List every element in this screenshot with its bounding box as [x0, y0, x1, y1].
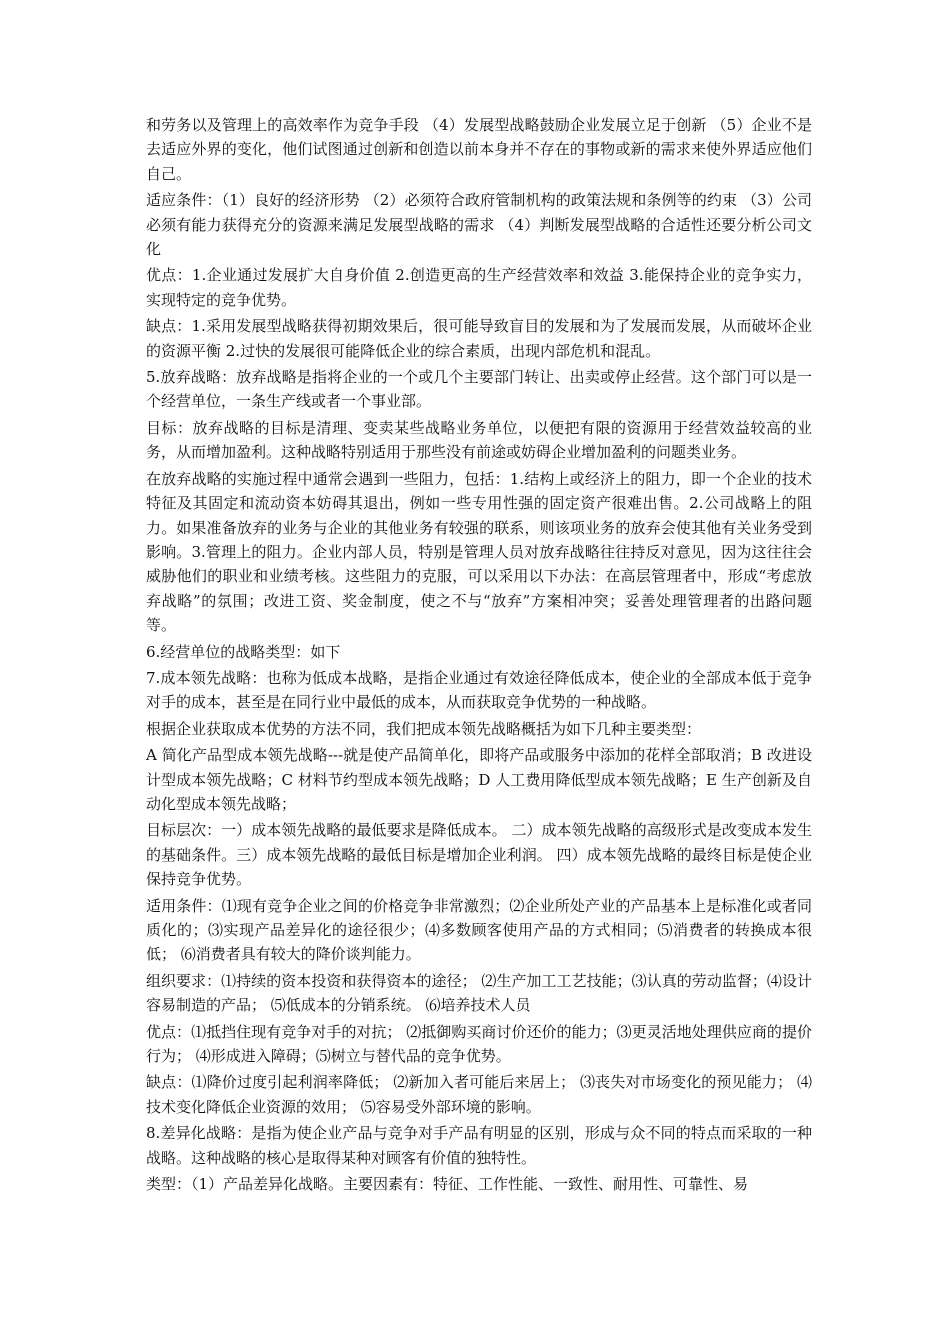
- paragraph-cost-leadership-advantages: 优点：⑴抵挡住现有竞争对手的对抗； ⑵抵御购买商讨价还价的能力；⑶更灵活地处理供应商的提价行为； ⑷形成进入障碍；⑸树立与替代品的竞争优势。: [146, 1022, 812, 1066]
- paragraph-divestment-strategy: 5.放弃战略：放弃战略是指将企业的一个或几个主要部门转让、出卖或停止经营。这个部门可以是一个经营单位，一条生产线或者一个事业部。: [146, 368, 812, 411]
- paragraph-cost-leadership-conditions: 适用条件：⑴现有竞争企业之间的价格竞争非常激烈；⑵企业所处产业的产品基本上是标准化或者同质化的；⑶实现产品差异化的途径很少；⑷多数顾客使用产品的方式相同；⑸消费者的转换成本很低； ⑹消费者具有较大的降价谈判能力。: [146, 896, 812, 964]
- paragraph-business-unit-strategy: 6.经营单位的战略类型：如下: [146, 642, 341, 661]
- paragraph-cost-leadership-requirements: 组织要求：⑴持续的资本投资和获得资本的途径； ⑵生产加工工艺技能；⑶认真的劳动监督；⑷设计容易制造的产品； ⑸低成本的分销系统。 ⑹培养技术人员: [146, 971, 812, 1015]
- paragraph-growth-disadvantages: 缺点：1.采用发展型战略获得初期效果后，很可能导致盲目的发展和为了发展而发展，从而破坏企业的资源平衡 2.过快的发展很可能降低企业的综合素质，出现内部危机和混乱。: [146, 317, 812, 360]
- paragraph-growth-advantages: 优点：1.企业通过发展扩大自身价值 2.创造更高的生产经营效率和效益 3.能保持企业的竞争实力，实现特定的竞争优势。: [146, 266, 812, 309]
- paragraph-differentiation-strategy: 8.差异化战略：是指为使企业产品与竞争对手产品有明显的区别，形成与众不同的特点而采取的一种战略。这种战略的核心是取得某种对顾客有价值的独特性。: [146, 1124, 812, 1167]
- paragraph-growth-conditions: 适应条件：（1）良好的经济形势 （2）必须符合政府管制机构的政策法规和条例等的约束 （3）公司必须有能力获得充分的资源来满足发展型战略的需求 （4）判断发展型战略的合适性还要分析公司文化: [146, 191, 812, 259]
- paragraph-cost-leadership: 7.成本领先战略：也称为低成本战略，是指企业通过有效途径降低成本，使企业的全部成本低于竞争对手的成本，甚至是在同行业中最低的成本，从而获取竞争优势的一种战略。: [146, 668, 812, 712]
- document-body: [146, 113, 812, 1198]
- paragraph-cost-leadership-intro: 根据企业获取成本优势的方法不同，我们把成本领先战略概括为如下几种主要类型：: [146, 719, 702, 738]
- paragraph-cost-leadership-goals: 目标层次：一）成本领先战略的最低要求是降低成本。 二）成本领先战略的高级形式是改变成本发生的基础条件。三）成本领先战略的最低目标是增加企业利润。 四）成本领先战略的最终目标是使企业保持竞争优势。: [146, 821, 812, 889]
- paragraph-growth-strategy-features: 和劳务以及管理上的高效率作为竞争手段 （4）发展型战略鼓励企业发展立足于创新 （5）企业不是去适应外界的变化，他们试图通过创新和创造以前本身并不存在的事物或新的需求来使外界适应他们自己。: [146, 116, 812, 183]
- paragraph-cost-leadership-disadvantages: 缺点：⑴降价过度引起利润率降低； ⑵新加入者可能后来居上； ⑶丧失对市场变化的预见能力； ⑷技术变化降低企业资源的效用； ⑸容易受外部环境的影响。: [146, 1073, 812, 1116]
- paragraph-differentiation-types: 类型：（1）产品差异化战略。主要因素有：特征、工作性能、一致性、耐用性、可靠性、易: [146, 1175, 749, 1194]
- paragraph-divestment-goal: 目标：放弃战略的目标是清理、变卖某些战略业务单位，以便把有限的资源用于经营效益较高的业务，从而增加盈利。这种战略特别适用于那些没有前途或妨碍企业增加盈利的问题类业务。: [146, 418, 812, 462]
- paragraph-cost-leadership-types: A 简化产品型成本领先战略---就是使产品简单化，即将产品或服务中添加的花样全部取消；B 改进设计型成本领先战略；C 材料节约型成本领先战略；D 人工费用降低型成本领先战略；E 生产创新及自动化型成本领先战略；: [146, 746, 812, 813]
- paragraph-divestment-obstacles: 在放弃战略的实施过程中通常会遇到一些阻力，包括：1.结构上或经济上的阻力，即一个企业的技术特征及其固定和流动资本妨碍其退出，例如一些专用性强的固定资产很难出售。2.公司战略上的阻力。如果准备放弃的业务与企业的其他业务有较强的联系，则该项业务的放弃会使其他有关业务受到影响。3.管理上的阻力。企业内部人员，特别是管理人员对放弃战略往往持反对意见，因为这往往会威胁他们的职业和业绩考核。这些阻力的克服，可以采用以下办法：在高层管理者中，形成“考虑放弃战略”的氛围；改进工资、奖金制度，使之不与“放弃”方案相冲突；妥善处理管理者的出路问题等。: [146, 469, 812, 635]
